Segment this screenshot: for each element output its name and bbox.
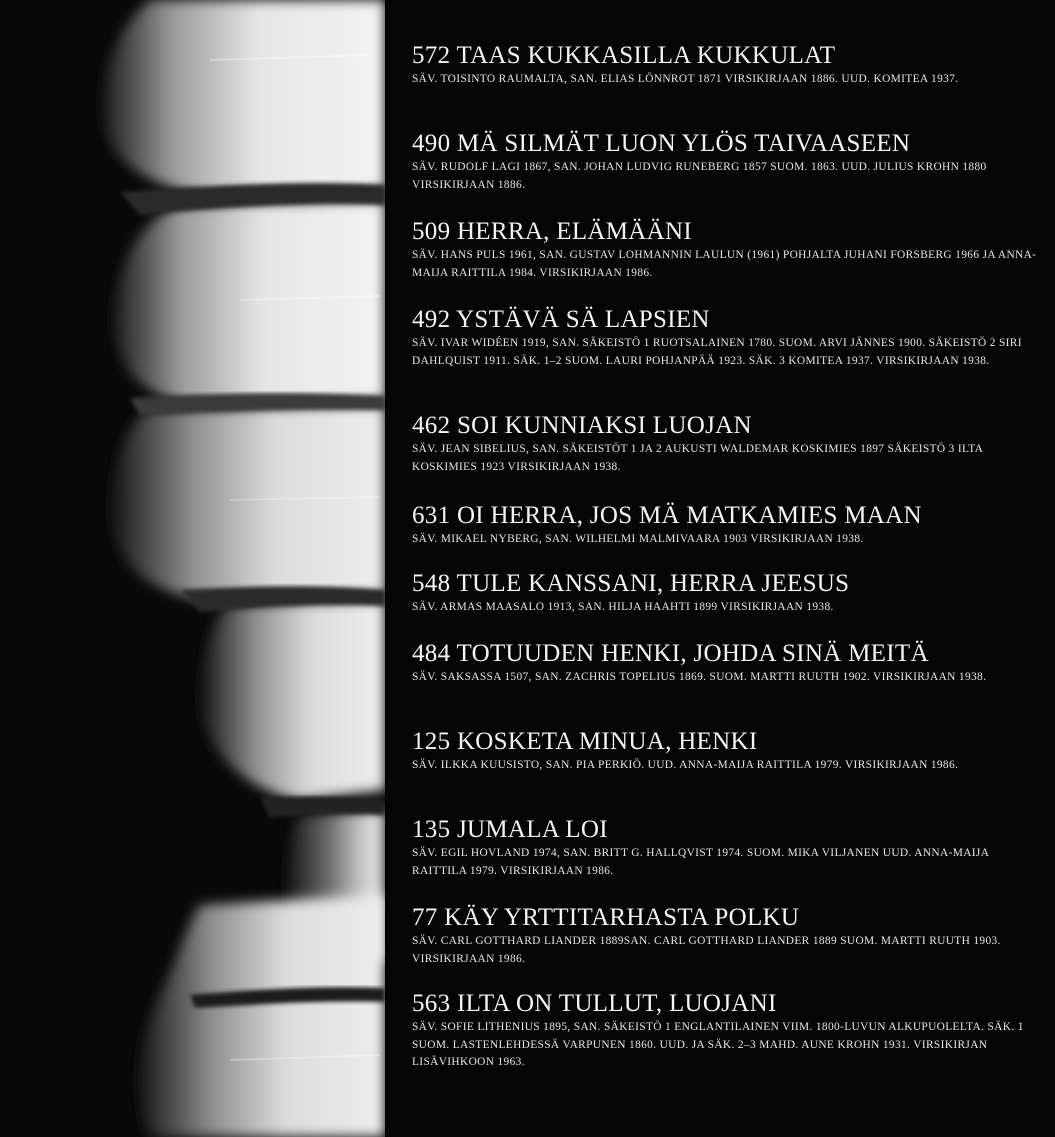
hymn-entry-509 <box>412 218 1042 282</box>
hymn-credits: SÄV. ILKKA KUUSISTO, SAN. PIA PERKIÖ. UUD. ANNA-MAIJA RAITTILA 1979. VIRSIKIRJAAN 1986. <box>412 759 959 771</box>
hymn-list <box>385 0 1055 1137</box>
hymn-entry-462 <box>412 412 1042 476</box>
hymn-credits: SÄV. JEAN SIBELIUS, SAN. SÄKEISTÖT 1 JA 2 AUKUSTI WALDEMAR KOSKIMIES 1897 SÄKEISTÖ 3 ILTA KOSKIMIES 1923 VIRSIKIRJAAN 1938. <box>412 443 983 473</box>
hymn-credits: SÄV. ARMAS MAASALO 1913, SAN. HILJA HAAHTI 1899 VIRSIKIRJAAN 1938. <box>412 601 834 613</box>
hymn-entry-77 <box>412 904 1042 968</box>
hymn-title: 490 MÄ SILMÄT LUON YLÖS TAIVAASEEN <box>412 130 911 157</box>
hymn-entry-125 <box>412 728 1042 775</box>
hymn-title: 548 TULE KANSSANI, HERRA JEESUS <box>412 570 850 597</box>
hymn-entry-492 <box>412 306 1042 370</box>
hymn-credits: SÄV. IVAR WIDÉEN 1919, SAN. SÄKEISTÖ 1 RUOTSALAINEN 1780. SUOM. ARVI JÄNNES 1900. SÄKEISTÖ 2 SIRI DAHLQUIST 1911. SÄK. 1–2 SUOM. LAURI POHJANPÄÄ 1923. SÄK. 3 KOMITEA 1937. VIRSIKIRJAAN 1938. <box>412 337 1022 367</box>
hymn-entry-490 <box>412 130 1042 194</box>
hymn-entry-572 <box>412 42 1042 89</box>
hymn-entry-548 <box>412 570 1042 617</box>
hymn-title: 631 OI HERRA, JOS MÄ MATKAMIES MAAN <box>412 502 922 529</box>
hymn-entry-135 <box>412 816 1042 880</box>
hymn-entry-484 <box>412 640 1042 687</box>
brushstroke-photo <box>0 0 385 1137</box>
hymn-title: 492 YSTÄVÄ SÄ LAPSIEN <box>412 306 710 333</box>
hymn-title: 572 TAAS KUKKASILLA KUKKULAT <box>412 42 836 69</box>
hymn-entry-563 <box>412 990 1042 1072</box>
hymn-title: 125 KOSKETA MINUA, HENKI <box>412 728 758 755</box>
hymn-entry-631 <box>412 502 1042 549</box>
hymn-credits: SÄV. SAKSASSA 1507, SAN. ZACHRIS TOPELIUS 1869. SUOM. MARTTI RUUTH 1902. VIRSIKIRJAAN 1938. <box>412 671 987 683</box>
hymn-title: 509 HERRA, ELÄMÄÄNI <box>412 218 692 245</box>
hymn-title: 135 JUMALA LOI <box>412 816 608 843</box>
hymn-title: 77 KÄY YRTTITARHASTA POLKU <box>412 904 800 931</box>
hymn-credits: SÄV. SOFIE LITHENIUS 1895, SAN. SÄKEISTÖ 1 ENGLANTILAINEN VIIM. 1800-LUVUN ALKUPUOLELTA. SÄK. 1 SUOM. LASTENLEHDESSÄ VARPUNEN 1860. UUD. JA SÄK. 2–3 MAHD. AUNE KROHN 1931. VIRSIKIRJAN LISÄVIHKOON 1963. <box>412 1021 1024 1068</box>
brushstroke-image <box>0 0 385 1137</box>
hymn-credits: SÄV. EGIL HOVLAND 1974, SAN. BRITT G. HALLQVIST 1974. SUOM. MIKA VILJANEN UUD. ANNA-MAIJA RAITTILA 1979. VIRSIKIRJAAN 1986. <box>412 847 989 877</box>
hymn-credits: SÄV. MIKAEL NYBERG, SAN. WILHELMI MALMIVAARA 1903 VIRSIKIRJAAN 1938. <box>412 533 864 545</box>
hymn-credits: SÄV. CARL GOTTHARD LIANDER 1889SAN. CARL GOTTHARD LIANDER 1889 SUOM. MARTTI RUUTH 1903. VIRSIKIRJAAN 1986. <box>412 935 1001 965</box>
hymn-title: 462 SOI KUNNIAKSI LUOJAN <box>412 412 752 439</box>
hymn-title: 563 ILTA ON TULLUT, LUOJANI <box>412 990 777 1017</box>
hymn-credits: SÄV. RUDOLF LAGI 1867, SAN. JOHAN LUDVIG RUNEBERG 1857 SUOM. 1863. UUD. JULIUS KROHN 1880 VIRSIKIRJAAN 1886. <box>412 161 987 191</box>
hymn-credits: SÄV. TOISINTO RAUMALTA, SAN. ELIAS LÖNNROT 1871 VIRSIKIRJAAN 1886. UUD. KOMITEA 1937. <box>412 73 959 85</box>
hymn-credits: SÄV. HANS PULS 1961, SAN. GUSTAV LOHMANNIN LAULUN (1961) POHJALTA JUHANI FORSBERG 1966 JA ANNA-MAIJA RAITTILA 1984. VIRSIKIRJAAN 1986. <box>412 249 1037 279</box>
hymn-title: 484 TOTUUDEN HENKI, JOHDA SINÄ MEITÄ <box>412 640 929 667</box>
